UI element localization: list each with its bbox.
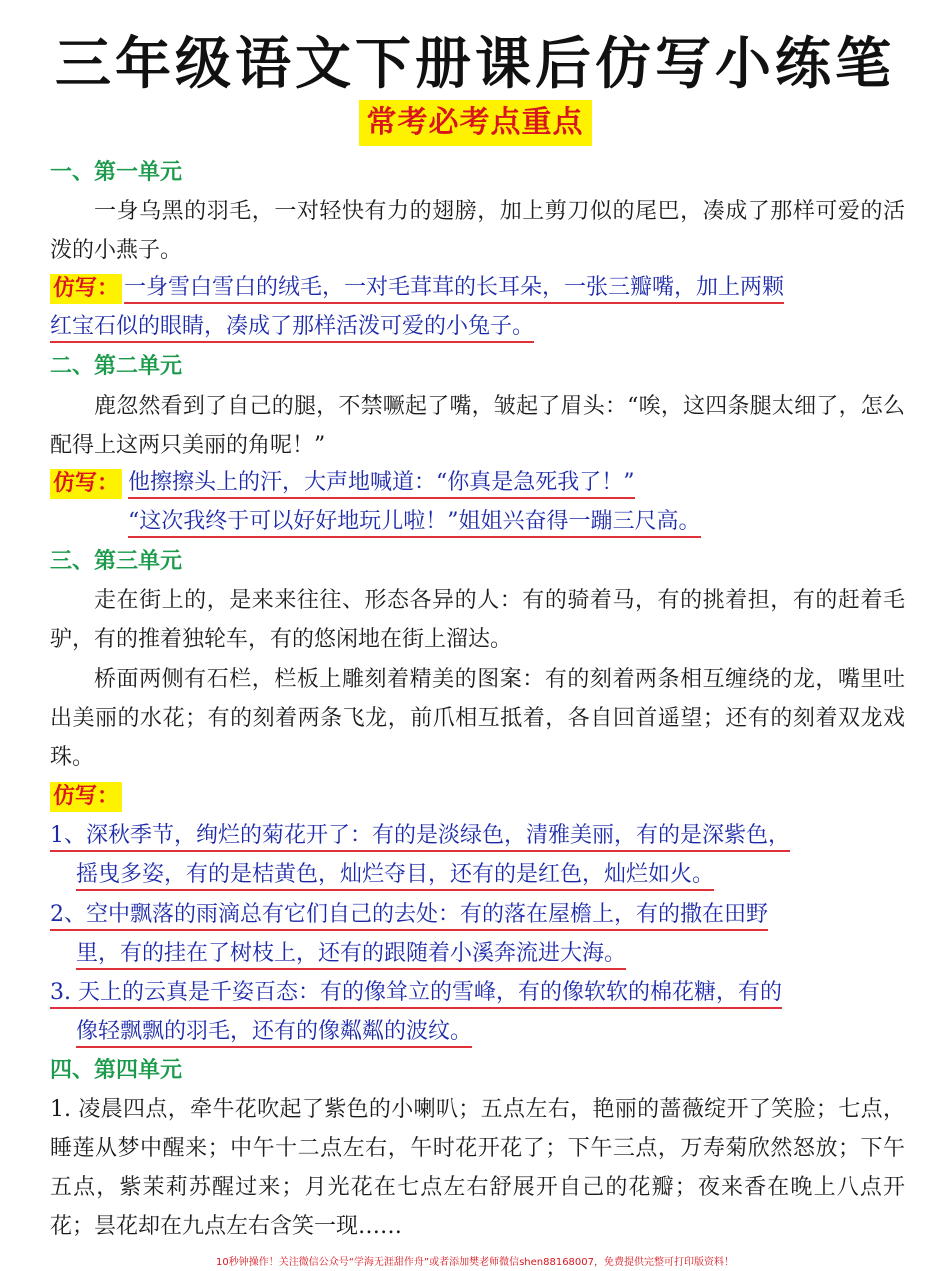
imitation-label-1: 仿写： (50, 274, 122, 304)
footer-note: 10秒钟操作！关注微信公众号“学海无涯甜作舟”或者添加樊老师微信shen88168007，免费提供完整可打印版资料！ (215, 1257, 735, 1268)
section-1-original: 一身乌黑的羽毛，一对轻快有力的翅膀，加上剪刀似的尾巴，凑成了那样可爱的活泼的小燕子。 (50, 199, 905, 263)
section-1-imitation-line-1: 一身雪白雪白的绒毛，一对毛茸茸的长耳朵，一张三瓣嘴，加上两颗 (124, 268, 784, 307)
section-4-original: 1. 凌晨四点，牵牛花吹起了紫色的小喇叭；五点左右，艳丽的蔷薇绽开了笑脸；七点，睡莲从梦中醒来；中午十二点左右，午时花开花了；下午三点，万寿菊欣然怒放；下午五点，紫茉莉苏醒过来；月光花在七点左右舒展开自己的花瓣；夜来香在晚上八点开花；昙花却在九点左右含笑一现…… (50, 1097, 905, 1239)
page-title: 三年级语文下册课后仿写小练笔 (55, 32, 895, 97)
section-3-imitation-1-line-2: 摇曳多姿，有的是桔黄色，灿烂夺目，还有的是红色，灿烂如火。 (76, 855, 714, 894)
section-3-imitation-2-line-1: 2、空中飘落的雨滴总有它们自己的去处：有的落在屋檐上，有的撒在田野 (50, 895, 768, 934)
section-heading-1: 一、第一单元 (50, 160, 183, 185)
section-heading-3: 三、第三单元 (50, 549, 183, 574)
section-3-imitation-3-line-1: 3. 天上的云真是千姿百态：有的像耸立的雪峰，有的像软软的棉花糖，有的 (50, 973, 782, 1012)
section-3-imitation-3-line-2: 像轻飘飘的羽毛，还有的像粼粼的波纹。 (76, 1012, 472, 1051)
section-3-imitation-2-line-2: 里，有的挂在了树枝上，还有的跟随着小溪奔流进大海。 (76, 934, 626, 973)
section-3-original-1: 走在街上的，是来来往往、形态各异的人：有的骑着马，有的挑着担，有的赶着毛驴，有的推着独轮车，有的悠闲地在街上溜达。 (50, 588, 905, 652)
imitation-label-3: 仿写： (50, 782, 122, 812)
section-1-imitation-line-2: 红宝石似的眼睛，凑成了那样活泼可爱的小兔子。 (50, 307, 534, 346)
section-heading-4: 四、第四单元 (50, 1058, 183, 1083)
section-2-imitation-line-1: 他擦擦头上的汗，大声地喊道：“你真是急死我了！” (128, 463, 635, 502)
section-2-imitation-line-2: “这次我终于可以好好地玩儿啦！”姐姐兴奋得一蹦三尺高。 (128, 502, 701, 541)
section-3-imitation-1-line-1: 1、深秋季节，绚烂的菊花开了：有的是淡绿色，清雅美丽，有的是深紫色， (50, 816, 790, 855)
section-heading-2: 二、第二单元 (50, 354, 183, 379)
subtitle-banner: 常考必考点重点 (359, 100, 592, 146)
imitation-label-2: 仿写： (50, 469, 122, 499)
section-2-original: 鹿忽然看到了自己的腿，不禁噘起了嘴，皱起了眉头：“唉，这四条腿太细了，怎么配得上这两只美丽的角呢！” (50, 394, 905, 458)
section-3-original-2: 桥面两侧有石栏，栏板上雕刻着精美的图案：有的刻着两条相互缠绕的龙，嘴里吐出美丽的水花；有的刻着两条飞龙，前爪相互抵着，各自回首遥望；还有的刻着双龙戏珠。 (50, 667, 905, 770)
